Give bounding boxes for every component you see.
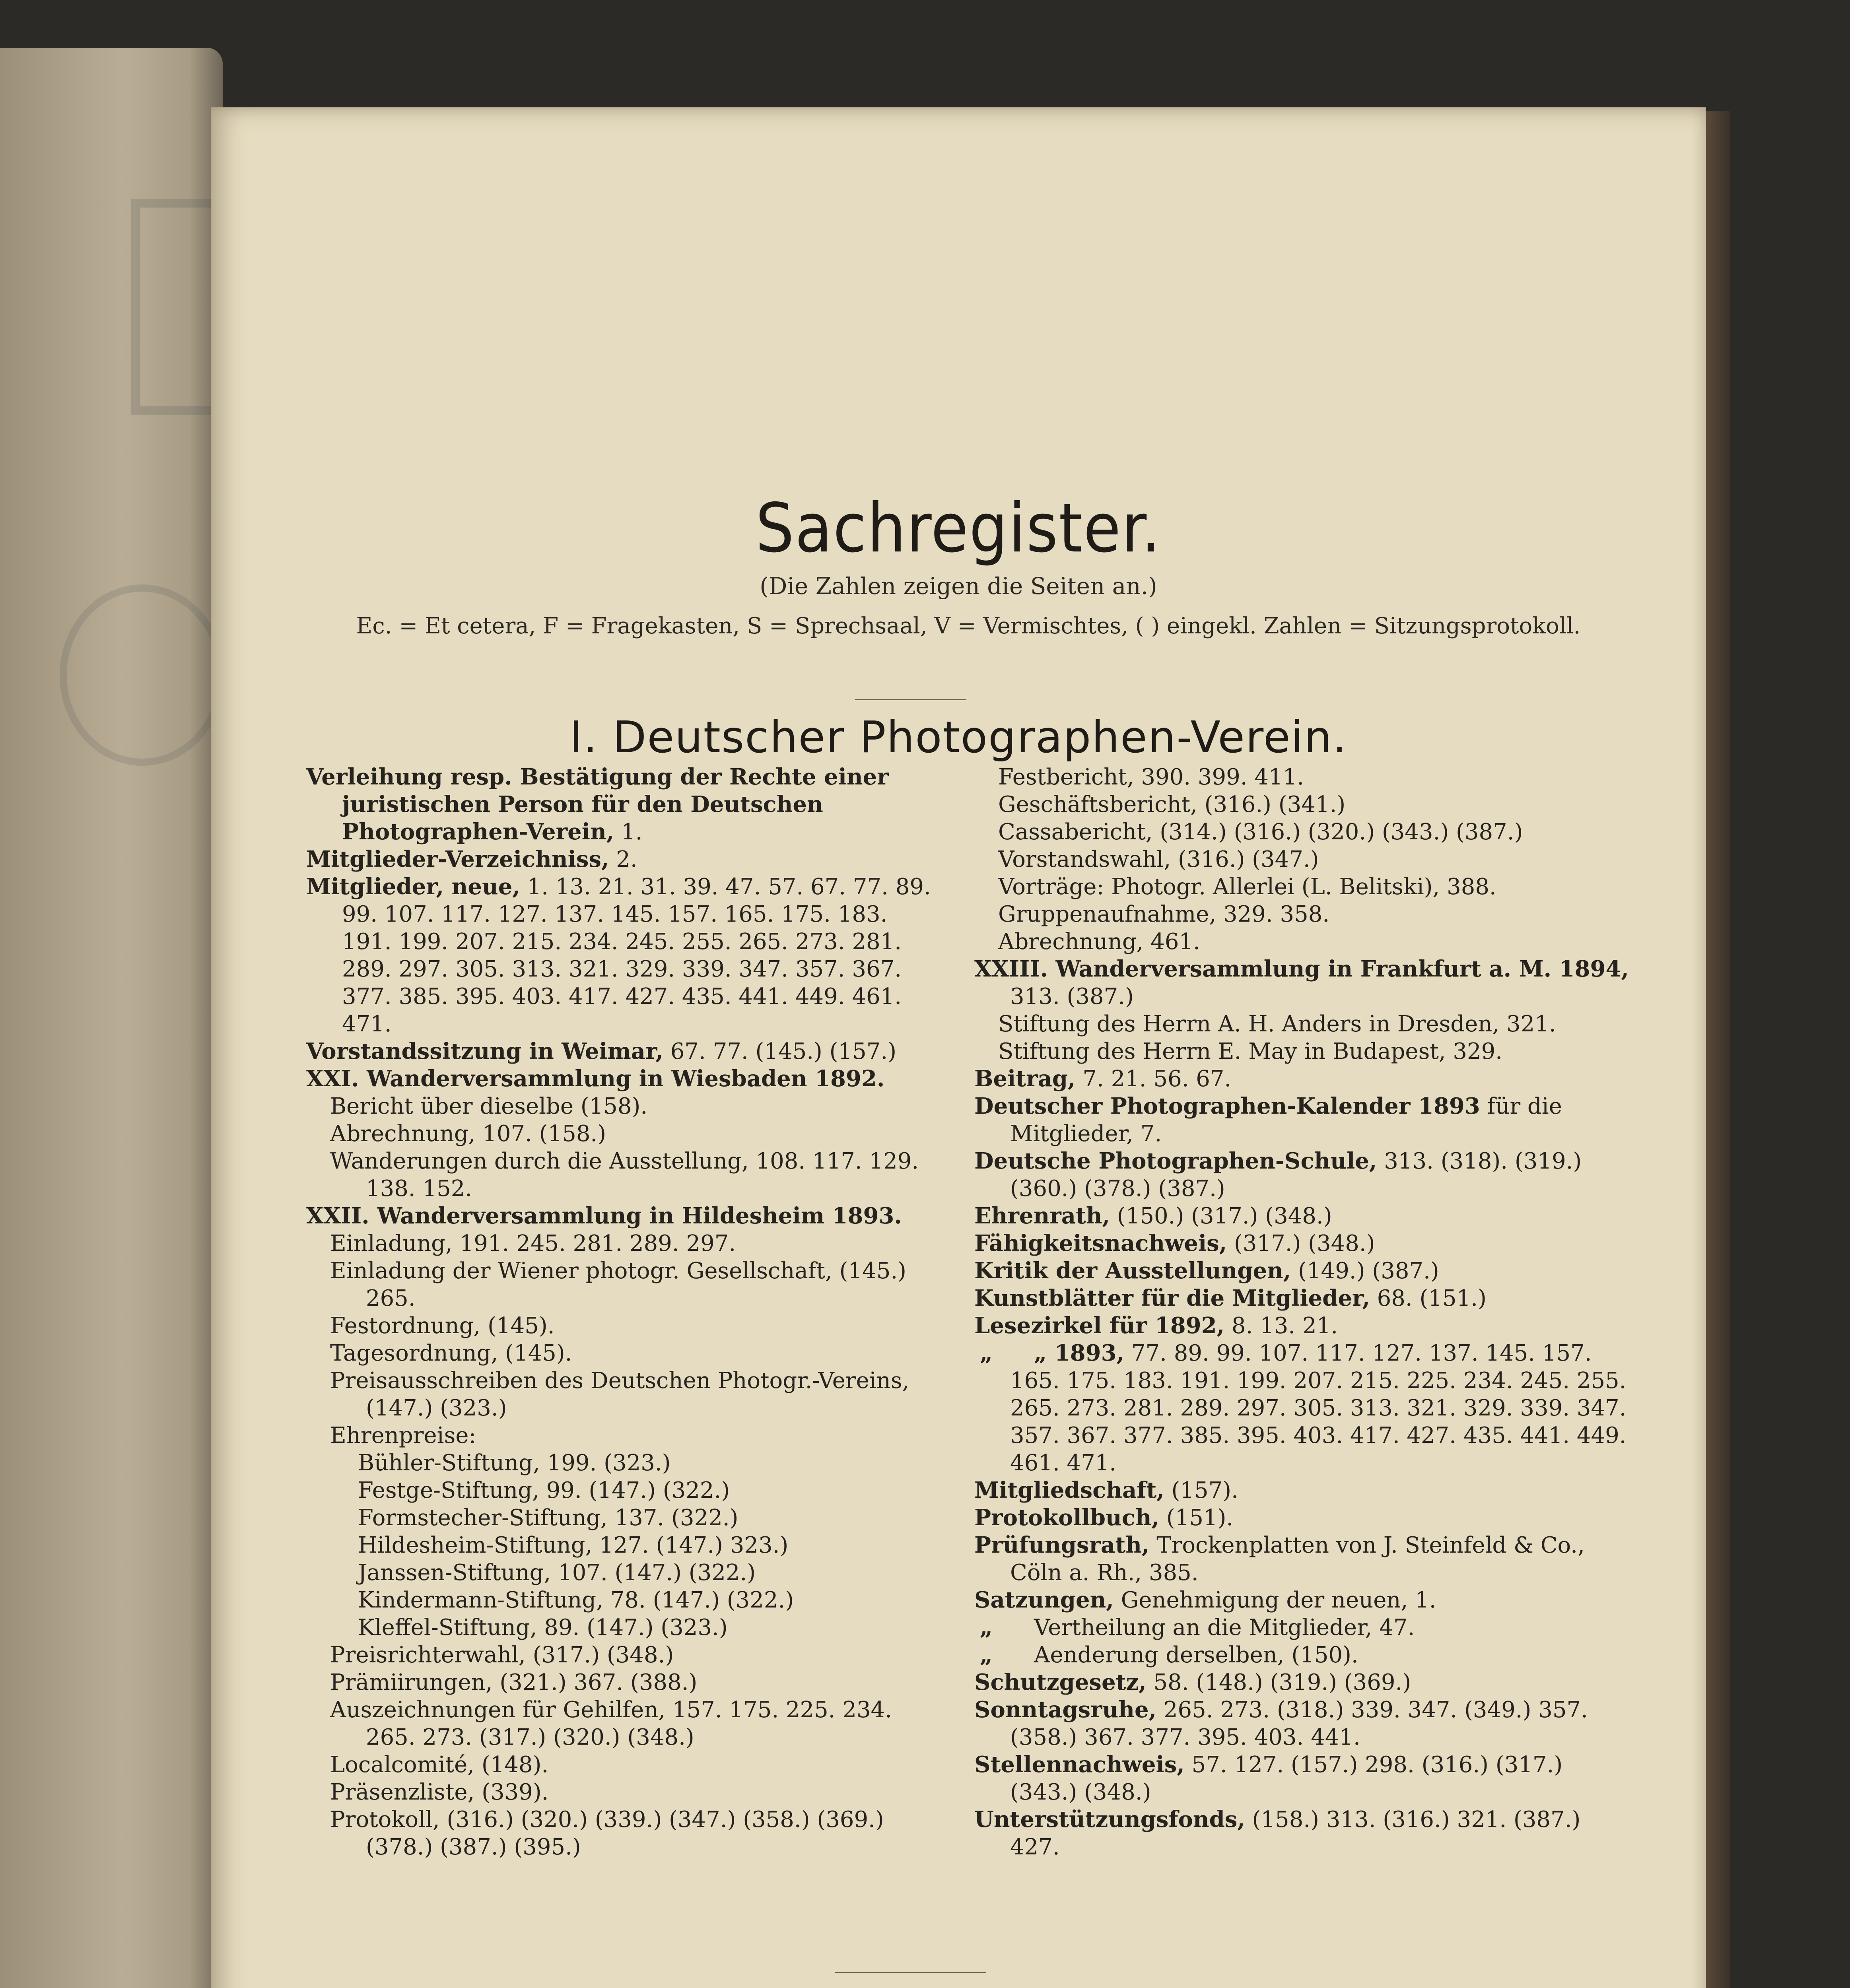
- index-subentry: Janssen-Stiftung, 107. (147.) (322.): [358, 1560, 756, 1586]
- index-entry: [974, 1285, 1630, 1312]
- index-subentry: Gruppenaufnahme, 329. 358.: [998, 901, 1330, 927]
- index-subentry: Einladung, 191. 245. 281. 289. 297.: [330, 1231, 736, 1256]
- index-entry: [974, 1586, 1630, 1614]
- index-subentry: Auszeichnungen für Gehilfen, 157. 175. 225. 234. 265. 273. (317.) (320.) (348.): [330, 1697, 892, 1750]
- index-subentry: Vorstandswahl, (316.) (347.): [998, 846, 1319, 872]
- index-entry-keyword: Kunstblätter für die Mitglieder,: [974, 1285, 1370, 1311]
- index-entry: [974, 1532, 1630, 1586]
- index-entry-keyword: Unterstützungsfonds,: [974, 1806, 1245, 1833]
- index-entry-keyword: Schutzgesetz,: [974, 1669, 1147, 1695]
- index-subentry: Formstecher-Stiftung, 137. (322.): [358, 1505, 738, 1531]
- index-entry-keyword: XXII. Wanderversammlung in Hildesheim 1893.: [306, 1203, 902, 1229]
- index-entry-pages: Genehmigung der neuen, 1.: [1113, 1587, 1436, 1613]
- index-entry-keyword: Ehrenrath,: [974, 1203, 1110, 1229]
- index-subentry: Festge-Stiftung, 99. (147.) (322.): [358, 1477, 730, 1503]
- index-entry-pages: Aenderung derselben, (150).: [1034, 1642, 1358, 1668]
- index-entry: [974, 1614, 1630, 1641]
- index-entry-keyword: Verleihung resp. Bestätigung der Rechte einer juristischen Person für den Deutschen Photographen-Verein,: [306, 764, 889, 845]
- index-entry: [974, 1065, 1630, 1093]
- index-entry: [974, 1147, 1630, 1202]
- section1-right-column: [974, 763, 1630, 1861]
- section1-heading: I. Deutscher Photographen-Verein.: [569, 712, 1347, 763]
- divider: [855, 699, 966, 700]
- index-subentry: Hildesheim-Stiftung, 127. (147.) 323.): [358, 1532, 789, 1558]
- index-entry-keyword: Mitglieder-Verzeichniss,: [306, 846, 609, 872]
- index-entry-pages: für die Mitglieder, 7.: [1010, 1093, 1562, 1147]
- index-entry-keyword: Mitglieder, neue,: [306, 874, 520, 900]
- index-entry: [974, 1669, 1630, 1696]
- index-entry-keyword: Prüfungsrath,: [974, 1532, 1150, 1558]
- index-entry-pages: (157).: [1164, 1477, 1238, 1503]
- index-subentry: Tagesordnung, (145).: [330, 1340, 572, 1366]
- index-entry-pages: 67. 77. (145.) (157.): [663, 1039, 897, 1064]
- index-entry-pages: 1.: [614, 819, 643, 845]
- index-subentry: Einladung der Wiener photogr. Gesellschaft, (145.) 265.: [330, 1258, 906, 1311]
- bleed-through-emblem: [60, 584, 225, 766]
- index-subentry: Stiftung des Herrn E. May in Budapest, 329.: [998, 1039, 1503, 1064]
- index-subentry: Geschäftsbericht, (316.) (341.): [998, 792, 1346, 817]
- index-entry: [306, 1038, 939, 1065]
- index-entry: [306, 1202, 939, 1230]
- ditto-mark: „: [979, 1642, 993, 1668]
- index-subentry: Preisrichterwahl, (317.) (348.): [330, 1642, 674, 1668]
- index-entry: [974, 1751, 1630, 1806]
- index-entry-pages: (317.) (348.): [1227, 1231, 1375, 1256]
- index-entry-pages: 57. 127. (157.) 298. (316.) (317.) (343.) (348.): [1010, 1752, 1563, 1805]
- left-page-edge: [0, 48, 223, 1988]
- page-title: Sachregister.: [755, 489, 1162, 568]
- index-entry: [974, 1806, 1630, 1861]
- index-subentry: Stiftung des Herrn A. H. Anders in Dresden, 321.: [998, 1011, 1556, 1037]
- index-entry-pages: 265. 273. (318.) 339. 347. (349.) 357. (358.) 367. 377. 395. 403. 441.: [1010, 1697, 1588, 1750]
- index-entry: [974, 1696, 1630, 1751]
- index-entry: [974, 1202, 1630, 1230]
- index-entry-pages: Vertheilung an die Mitglieder, 47.: [1034, 1615, 1415, 1640]
- ditto-mark: „: [979, 1614, 993, 1640]
- index-subentry: Ehrenpreise:: [330, 1423, 476, 1448]
- index-entry-keyword: Satzungen,: [974, 1587, 1114, 1613]
- index-entry: [974, 1504, 1630, 1532]
- index-subentry: Abrechnung, 461.: [998, 929, 1200, 955]
- index-subentry: Bericht über dieselbe (158).: [330, 1093, 648, 1119]
- index-entry-keyword: Mitgliedschaft,: [974, 1477, 1164, 1503]
- index-entry-pages: 68. (151.): [1370, 1285, 1487, 1311]
- index-entry-keyword: Beitrag,: [974, 1066, 1076, 1092]
- index-subentry: Wanderungen durch die Ausstellung, 108. 117. 129. 138. 152.: [330, 1148, 919, 1202]
- index-entry-pages: (149.) (387.): [1291, 1258, 1439, 1284]
- index-entry-keyword: Lesezirkel für 1892,: [974, 1312, 1225, 1339]
- ditto-mark: „: [979, 1340, 993, 1366]
- index-entry-pages: 1. 13. 21. 31. 39. 47. 57. 67. 77. 89. 99. 107. 117. 127. 137. 145. 157. 165. 175. 183. 191. 199. 207. 215. 234. 245. 255. 265. 273. 281. 289. 297. 305. 313. 321. 329. 339. 347. 357. 367. 377. 385. 395. 403. 417. 427. 435. 441. 449. 461. 471.: [342, 874, 931, 1037]
- index-entry-keyword: „ 1893,: [1034, 1340, 1125, 1366]
- index-entry-keyword: Deutsche Photographen-Schule,: [974, 1148, 1377, 1174]
- index-entry-keyword: Vorstandssitzung in Weimar,: [306, 1038, 663, 1064]
- divider: [835, 1972, 986, 1973]
- index-entry: [974, 1093, 1630, 1147]
- index-entry-pages: 8. 13. 21.: [1224, 1313, 1338, 1339]
- index-subentry: Festbericht, 390. 399. 411.: [998, 764, 1304, 790]
- index-entry-keyword: Kritik der Ausstellungen,: [974, 1258, 1291, 1284]
- index-entry: [974, 1340, 1630, 1477]
- index-entry: [974, 1312, 1630, 1340]
- index-subentry: Cassabericht, (314.) (316.) (320.) (343.) (387.): [998, 819, 1523, 845]
- index-entry-pages: 7. 21. 56. 67.: [1075, 1066, 1232, 1092]
- index-entry-keyword: Stellennachweis,: [974, 1751, 1185, 1778]
- index-entry-pages: 313. (318). (319.) (360.) (378.) (387.): [1010, 1148, 1582, 1202]
- index-entry-pages: 58. (148.) (319.) (369.): [1146, 1670, 1411, 1695]
- index-entry: [974, 1257, 1630, 1285]
- register-page: [211, 107, 1706, 1988]
- index-entry-pages: (151).: [1159, 1505, 1234, 1531]
- index-subentry: Preisausschreiben des Deutschen Photogr.-Vereins, (147.) (323.): [330, 1368, 909, 1421]
- section1-left-column: [306, 763, 939, 1861]
- bleed-through-lettering: [131, 199, 220, 415]
- index-subentry: Kleffel-Stiftung, 89. (147.) (323.): [358, 1615, 728, 1640]
- index-entry-pages: (158.) 313. (316.) 321. (387.) 427.: [1010, 1807, 1581, 1860]
- index-entry-keyword: Sonntagsruhe,: [974, 1697, 1157, 1723]
- index-entry-keyword: Fähigkeitsnachweis,: [974, 1230, 1227, 1256]
- index-entry: [974, 955, 1630, 1010]
- index-entry-keyword: XXIII. Wanderversammlung in Frankfurt a. M. 1894,: [974, 956, 1629, 982]
- index-entry: [306, 873, 939, 1038]
- index-subentry: Vorträge: Photogr. Allerlei (L. Belitski), 388.: [998, 874, 1496, 900]
- index-subentry: Kindermann-Stiftung, 78. (147.) (322.): [358, 1587, 794, 1613]
- index-entry-pages: Trockenplatten von J. Steinfeld & Co., Cöln a. Rh., 385.: [1010, 1532, 1585, 1586]
- index-entry-pages: (150.) (317.) (348.): [1110, 1203, 1332, 1229]
- index-entry: [974, 1641, 1630, 1669]
- index-subentry: Festordnung, (145).: [330, 1313, 555, 1339]
- abbreviations-legend: Ec. = Et cetera, F = Fragekasten, S = Sprechsaal, V = Vermischtes, ( ) eingekl. Zahlen = Sitzungsprotokoll.: [356, 613, 1581, 639]
- index-entry-keyword: Deutscher Photographen-Kalender 1893: [974, 1093, 1480, 1119]
- index-entry-keyword: Protokollbuch,: [974, 1505, 1160, 1531]
- index-subentry: Localcomité, (148).: [330, 1752, 549, 1778]
- index-subentry: Bühler-Stiftung, 199. (323.): [358, 1450, 671, 1476]
- index-entry-keyword: XXI. Wanderversammlung in Wiesbaden 1892.: [306, 1066, 885, 1092]
- index-entry: [306, 846, 939, 873]
- right-book-edge: [1706, 111, 1730, 1988]
- index-entry-pages: 313. (387.): [1010, 984, 1134, 1010]
- index-subentry: Präsenzliste, (339).: [330, 1779, 549, 1805]
- index-entry-pages: 2.: [609, 846, 637, 872]
- index-entry: [974, 1230, 1630, 1257]
- index-entry-pages: 77. 89. 99. 107. 117. 127. 137. 145. 157. 165. 175. 183. 191. 199. 207. 215. 225. 234. 245. 255. 265. 273. 281. 289. 297. 305. 313. 321. 329. 339. 347. 357. 367. 377. 385. 395. 403. 417. 427. 435. 441. 449. 461. 471.: [1010, 1340, 1627, 1476]
- index-entry: [974, 1477, 1630, 1504]
- index-subentry: Protokoll, (316.) (320.) (339.) (347.) (358.) (369.) (378.) (387.) (395.): [330, 1807, 884, 1860]
- index-subentry: Prämiirungen, (321.) 367. (388.): [330, 1670, 698, 1695]
- index-entry: [306, 763, 939, 846]
- index-entry: [306, 1065, 939, 1093]
- page-subtitle: (Die Zahlen zeigen die Seiten an.): [760, 573, 1157, 600]
- index-subentry: Abrechnung, 107. (158.): [330, 1121, 606, 1147]
